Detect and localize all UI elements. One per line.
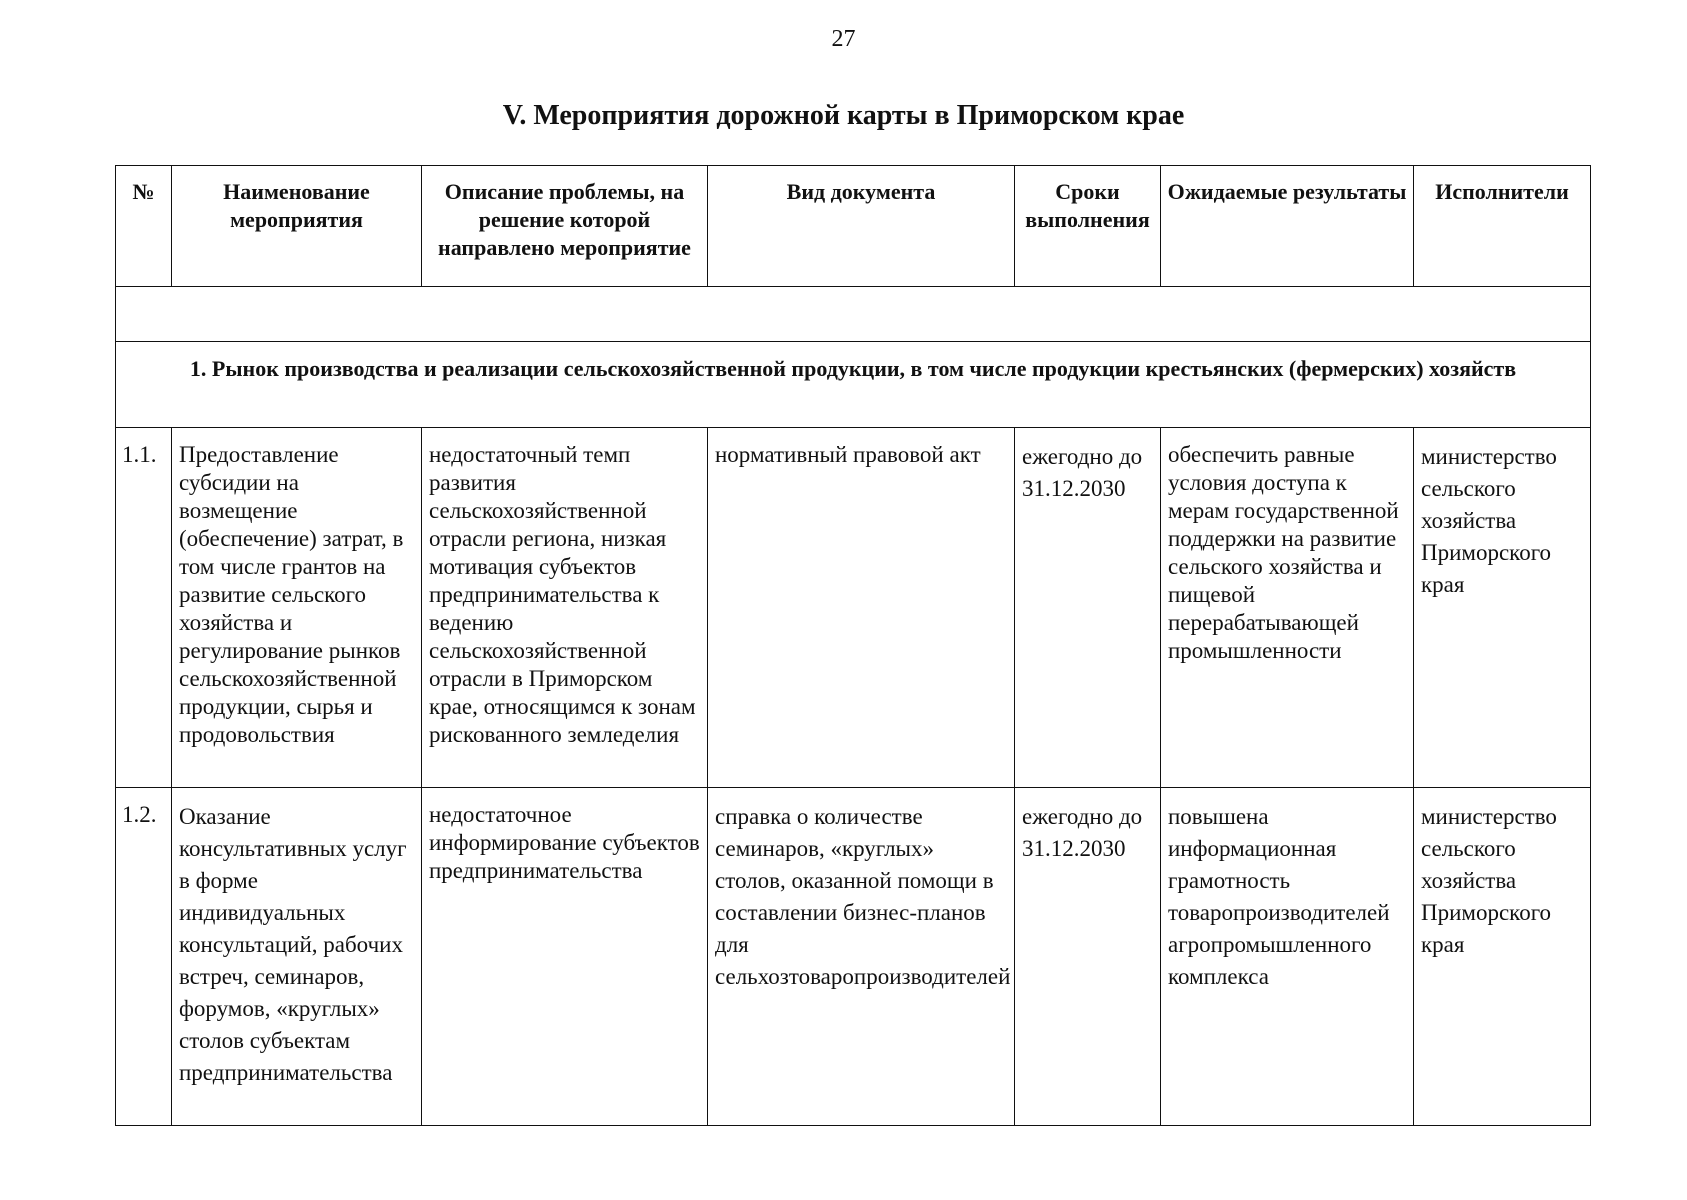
header-deadline: Сроки выполнения bbox=[1015, 166, 1161, 287]
header-results: Ожидаемые результаты bbox=[1161, 166, 1414, 287]
row-document: нормативный правовой акт bbox=[708, 428, 1015, 788]
row-problem: недостаточное информирование субъектов предпринимательства bbox=[422, 788, 708, 1126]
row-name: Оказание консультативных услуг в форме индивидуальных консультаций, рабочих встреч, семинаров, форумов, «круглых» столов субъектам предпринимательства bbox=[172, 788, 422, 1126]
header-num: № bbox=[116, 166, 172, 287]
row-name: Предоставление субсидии на возмещение (обеспечение) затрат, в том числе грантов на развитие сельского хозяйства и регулирование рынков сельскохозяйственной продукции, сырья и продовольствия bbox=[172, 428, 422, 788]
page-number: 27 bbox=[831, 26, 856, 52]
row-deadline: ежегодно до 31.12.2030 bbox=[1015, 428, 1161, 788]
table-row bbox=[116, 428, 1591, 788]
row-executors: министерство сельского хозяйства Приморского края bbox=[1414, 788, 1591, 1126]
header-executors: Исполнители bbox=[1414, 166, 1591, 287]
header-name: Наименование мероприятия bbox=[172, 166, 422, 287]
header-document: Вид документа bbox=[708, 166, 1015, 287]
section-row bbox=[116, 342, 1591, 428]
row-document: справка о количестве семинаров, «круглых» столов, оказанной помощи в составлении бизнес-планов для сельхозтоваропроизводителей bbox=[708, 788, 1015, 1126]
empty-row bbox=[116, 287, 1591, 342]
row-executors: министерство сельского хозяйства Приморского края bbox=[1414, 428, 1591, 788]
row-problem: недостаточный темп развития сельскохозяйственной отрасли региона, низкая мотивация субъектов предпринимательства к ведению сельскохозяйственной отрасли в Приморском крае, относящимся к зонам рискованного земледелия bbox=[422, 428, 708, 788]
header-problem: Описание проблемы, на решение которой направлено мероприятие bbox=[422, 166, 708, 287]
row-num: 1.1. bbox=[116, 428, 172, 788]
empty-cell bbox=[116, 287, 1591, 342]
row-results: обеспечить равные условия доступа к мерам государственной поддержки на развитие сельского хозяйства и пищевой перерабатывающей промышленности bbox=[1161, 428, 1414, 788]
table-row bbox=[116, 788, 1591, 1126]
row-num: 1.2. bbox=[116, 788, 172, 1126]
roadmap-table bbox=[115, 165, 1591, 1126]
row-results: повышена информационная грамотность товаропроизводителей агропромышленного комплекса bbox=[1161, 788, 1414, 1126]
header-row bbox=[116, 166, 1591, 287]
row-deadline: ежегодно до 31.12.2030 bbox=[1015, 788, 1161, 1126]
section-title: 1. Рынок производства и реализации сельскохозяйственной продукции, в том числе продукции крестьянских (фермерских) хозяйств bbox=[116, 342, 1591, 428]
page-title: V. Мероприятия дорожной карты в Приморском крае bbox=[502, 100, 1185, 131]
